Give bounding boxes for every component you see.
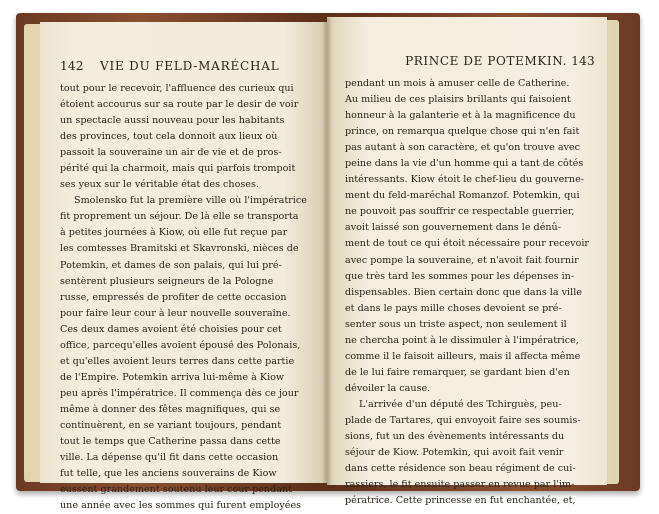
text-line: que très tard les sommes pour les dépenses in- [345, 270, 575, 282]
right-page [327, 17, 607, 507]
text-line: Potemkin, et dames de son palais, qui lui pré- [60, 259, 282, 271]
left-page-number: 142 [60, 59, 84, 73]
text-line: à petites journées à Kiow, où elle fut reçue par [60, 227, 288, 239]
text-line: peu après l'impératrice. Il commença dès ce jour [60, 387, 299, 399]
book-gutter [322, 18, 332, 486]
right-running-head [347, 54, 595, 70]
text-line: Au milieu de ces plaisirs brillants qui faisoient [345, 94, 571, 106]
text-line: un spectacle aussi nouveau pour les habitants [60, 115, 285, 127]
text-line: prince, on remarqua quelque chose qui n'en fait [345, 126, 580, 138]
text-line: dispensables. Bien certain donc que dans la ville [345, 286, 582, 298]
text-line: rassiers, le fit ensuite passer en revue par l'im- [345, 479, 575, 491]
text-line: pendant un mois à amuser celle de Catherine. [345, 78, 570, 89]
text-line: senter sous un triste aspect, non seulement il [345, 318, 567, 330]
text-line: pour faire leur cour à leur nouvelle souveraine. [60, 307, 291, 319]
text-line: ment de tout ce qui étoit nécessaire pour recevoir [345, 238, 590, 250]
text-line: avoit laissé son gouvernement dans le dénû- [345, 222, 561, 234]
text-line: et qu'elles avoient leurs terres dans cette partie [60, 355, 295, 367]
right-page-text [345, 76, 595, 509]
left-running-title: VIE DU FELD-MARÉCHAL [100, 59, 280, 73]
text-line: tout pour le recevoir, l'affluence des curieux qui [60, 83, 294, 94]
text-line: de le lui faire remarquer, se gardant bien d'en [345, 366, 570, 378]
text-line: comme il le faisoit ailleurs, mais il affecta même [345, 350, 581, 362]
text-line: même à donner des fêtes magnifiques, qui se [60, 403, 281, 415]
text-line: passoit la souveraine un air de vie et de pros- [60, 147, 282, 159]
text-line: dans cette résidence son beau régiment de cui- [345, 463, 576, 475]
text-line: périté qui la charmoit, mais qui parfois trompoit [60, 163, 296, 175]
text-line: continuèrent, en se variant toujours, pendant [60, 419, 282, 431]
text-line: eussent grandement soutenu leur cour pendant [60, 484, 293, 496]
text-line: des provinces, tout cela donnoit aux lieux où [60, 131, 278, 143]
text-line: fit proprement un séjour. De là elle se transporta [60, 211, 299, 223]
text-line: Ces deux dames avoient été choisies pour cet [60, 323, 282, 335]
text-line: tout le temps que Catherine passa dans cette [60, 436, 281, 448]
text-line: étoient accourus sur sa route par le desir de voir [60, 99, 299, 111]
right-page-number: 143 [571, 54, 595, 68]
text-line: Smolensko fut la première ville où l'impératrice [74, 195, 307, 207]
text-line: les comtesses Bramitski et Skavronski, nièces de [60, 243, 299, 255]
text-line: honneur à la galanterie et à la magnificence du [345, 110, 576, 122]
text-line: ne chercha point à le dissimuler à l'impératrice, [345, 334, 579, 346]
text-line: dévoiler la cause. [345, 382, 431, 394]
text-line: de l'Empire. Potemkin arriva lui-même à Kiow [60, 371, 285, 383]
text-line: sentèrent plusieurs seigneurs de la Pologne [60, 275, 274, 287]
text-line: ses yeux sur le véritable état des choses. [60, 179, 259, 191]
text-line: ville. La dépense qu'il fit dans cette occasion [60, 452, 279, 464]
left-page-text [60, 81, 318, 514]
text-line: avec pompe la souveraine, et n'avoit fait fournir [345, 254, 579, 266]
text-line: sions, fut un des évènements intéressants du [345, 431, 565, 443]
text-line: fut telle, que les anciens souverains de Kiow [60, 468, 277, 480]
text-line: plade de Tartares, qui envoyoit faire ses soumis- [345, 414, 581, 426]
text-line: pas autant à son caractère, et qu'on trouve avec [345, 142, 581, 154]
text-line: pératrice. Cette princesse en fut enchantée, et, [345, 495, 576, 507]
text-line: ne pouvoit pas souffrir ce respectable guerrier, [345, 206, 575, 218]
left-running-head [60, 59, 315, 75]
text-line: L'arrivée d'un député des Tchirguès, peu- [359, 398, 562, 410]
text-line: une année avec les sommes qui furent employées [60, 500, 302, 512]
text-line: ment du feld-maréchal Romanzof. Potemkin, qui [345, 190, 580, 202]
text-line: peine dans la vie d'un homme qui a tant de côtés [345, 158, 584, 170]
text-line: office, parcequ'elles avoient épousé des Polonais, [60, 339, 301, 351]
text-line: et dans le pays mille choses devoient se pré- [345, 302, 562, 314]
text-line: intéressants. Kiow étoit le chef-lieu du gouverne- [345, 174, 584, 186]
left-page [40, 22, 327, 512]
text-line: séjour de Kiow. Potemkin, qui avoit fait venir [345, 447, 564, 459]
right-running-title: PRINCE DE POTEMKIN. [405, 54, 567, 68]
text-line: russe, empressés de profiter de cette occasion [60, 291, 287, 303]
